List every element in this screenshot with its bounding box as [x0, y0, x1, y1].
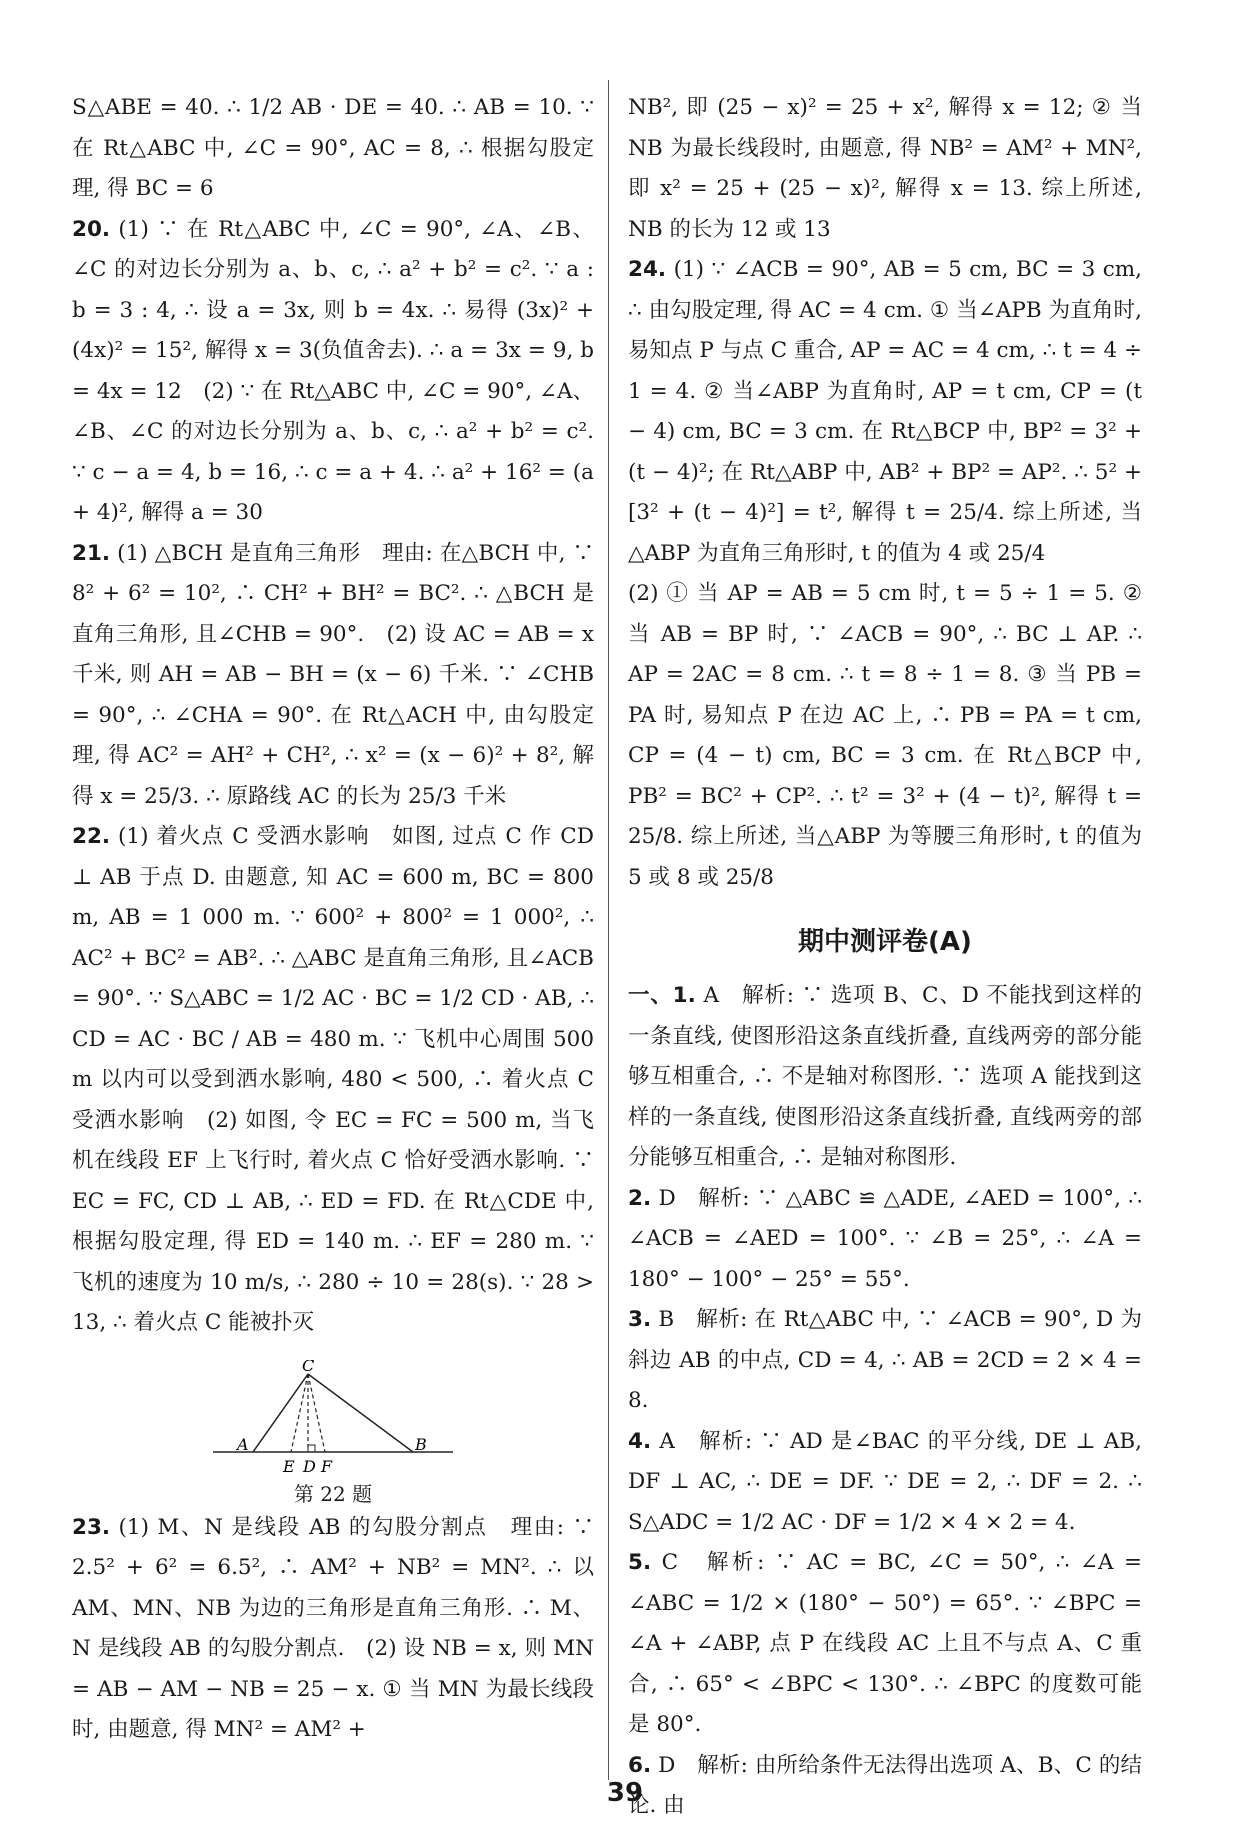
question-number: 5. [628, 1550, 652, 1575]
figure-caption: 第 22 题 [293, 1481, 373, 1506]
question-number: 21. [72, 540, 111, 566]
midterm-answer-6: 6. D 解析: 由所给条件无法得出选项 A、B、C 的结论. 由 [628, 1752, 1142, 1818]
answer-23-continuation: NB², 即 (25 − x)² = 25 + x², 解得 x = 12; ② 当 NB 为最长线段时, 由题意, 得 NB² = AM² + MN², 即 x² = 25 + (25 − x)², 解得 x = 13. 综上所述, NB 的长为 12 或 13 [628, 95, 1142, 242]
section-title: 期中测评卷(A) [798, 927, 972, 957]
question-number: 23. [72, 1514, 111, 1540]
question-number: 24. [628, 257, 667, 282]
midterm-answer-1: 一、1. A 解析: ∵ 选项 B、C、D 不能找到这样的一条直线, 使图形沿这条直线折叠, 直线两旁的部分能够互相重合, ∴ 不是轴对称图形. ∵ 选项 A 能找到这样的一条直线, 使图形沿这条直线折叠, 直线两旁的部分能够互相重合, ∴ 是轴对称图形. [628, 983, 1142, 1170]
answer-21: 21. (1) △BCH 是直角三角形 理由: 在△BCH 中, ∵ 8² + 6² = 10², ∴ CH² + BH² = BC². ∴ △BCH 是直角三角形, 且∠CHB = 90°. (2) 设 AC = AB = x 千米, 则 AH = AB − BH = (x − 6) 千米. ∵ ∠CHB = 90°, ∴ ∠CHA = 90°. 在 Rt△ACH 中, 由勾股定理, 得 AC² = AH² + CH², ∴ x² = (x − 6)² + 8², 解得 x = 25/3. ∴ 原路线 AC 的长为 25/3 千米 [72, 540, 594, 809]
triangle-diagram [203, 1360, 463, 1480]
answer-24-part1: 24. (1) ∵ ∠ACB = 90°, AB = 5 cm, BC = 3 cm, ∴ 由勾股定理, 得 AC = 4 cm. ① 当∠APB 为直角时, 易知点 P 与点 C 重合, AP = AC = 4 cm, ∴ t = 4 ÷ 1 = 4. ② 当∠ABP 为直角时, AP = t cm, CP = (t − 4) cm, BC = 3 cm. 在 Rt△BCP 中, BP² = 3² + (t − 4)²; 在 Rt△ABP 中, AB² + BP² = AP². ∴ 5² + [3² + (t − 4)²] = t², 解得 t = 25/4. 综上所述, 当△ABP 为直角三角形时, t 的值为 4 或 25/4 [628, 257, 1143, 566]
segment-cb [308, 1374, 413, 1452]
answer-22: 22. (1) 着火点 C 受洒水影响 如图, 过点 C 作 CD ⊥ AB 于点 D. 由题意, 知 AC = 600 m, BC = 800 m, AB = 1 000 m. ∵ 600² + 800² = 1 000², ∴ AC² + BC² = AB². ∴ △ABC 是直角三角形, 且∠ACB = 90°. ∵ S△ABC = 1/2 AC · BC = 1/2 CD · AB, ∴ CD = AC · BC / AB = 480 m. ∵ 飞机中心周围 500 m 以内可以受到洒水影响, 480 < 500, ∴ 着火点 C 受洒水影响 (2) 如图, 令 EC = FC = 500 m, 当飞机在线段 EF 上飞行时, 着火点 C 恰好受洒水影响. ∵ EC = FC, CD ⊥ AB, ∴ ED = FD. 在 Rt△CDE 中, 根据勾股定理, 得 ED = 140 m. ∴ EF = 280 m. ∵ 飞机的速度为 10 m/s, ∴ 280 ÷ 10 = 28(s). ∵ 28 > 13, ∴ 着火点 C 能被扑灭 [72, 824, 594, 1335]
midterm-answer-5: 5. C 解析: ∵ AC = BC, ∠C = 50°, ∴ ∠A = ∠ABC = 1/2 × (180° − 50°) = 65°. ∵ ∠BPC = ∠A + ∠ABP, 点 P 在线段 AC 上且不与点 A、C 重合, ∴ 65° < ∠BPC < 130°. ∴ ∠BPC 的度数可能是 80°. [628, 1550, 1142, 1737]
question-number: 3. [628, 1307, 652, 1332]
label-a: A [237, 1434, 249, 1454]
midterm-answer-4: 4. A 解析: ∵ AD 是∠BAC 的平分线, DE ⊥ AB, DF ⊥ AC, ∴ DE = DF. ∵ DE = 2, ∴ DF = 2. ∴ S△ADC = 1/2 AC · DF = 1/2 × 4 × 2 = 4. [628, 1428, 1142, 1535]
segment-cf [308, 1374, 325, 1452]
label-e: E [283, 1456, 295, 1476]
question-number: 22. [72, 824, 111, 849]
answer-20: 20. (1) ∵ 在 Rt△ABC 中, ∠C = 90°, ∠A、∠B、∠C 的对边长分别为 a、b、c, ∴ a² + b² = c². ∵ a : b = 3 : 4, ∴ 设 a = 3x, 则 b = 4x. ∴ 易得 (3x)² + (4x)² = 15², 解得 x = 3(负值舍去). ∴ a = 3x = 9, b = 4x = 12 (2) ∵ 在 Rt△ABC 中, ∠C = 90°, ∠A、∠B、∠C 的对边长分别为 a、b、c, ∴ a² + b² = c². ∵ c − a = 4, b = 16, ∴ c = a + 4. ∴ a² + 16² = (a + 4)², 解得 a = 30 [72, 216, 594, 525]
question-number: 4. [628, 1428, 652, 1454]
answer-23: 23. (1) M、N 是线段 AB 的勾股分割点 理由: ∵ 2.5² + 6² = 6.5², ∴ AM² + NB² = MN². ∴ 以 AM、MN、NB 为边的三角形是直角三角形. ∴ M、N 是线段 AB 的勾股分割点. (2) 设 NB = x, 则 MN = AB − AM − NB = 25 − x. ① 当 MN 为最长线段时, 由题意, 得 MN² = AM² + [72, 1514, 594, 1742]
label-f: F [321, 1456, 333, 1476]
page-number: 39 [606, 1778, 644, 1808]
answer-continuation: S△ABE = 40. ∴ 1/2 AB · DE = 40. ∴ AB = 10. ∵ 在 Rt△ABC 中, ∠C = 90°, AC = 8, ∴ 根据勾股定理, 得 BC = 6 [72, 95, 594, 201]
right-column [628, 88, 1142, 1827]
question-number: 一、1. [628, 983, 696, 1008]
label-b: B [415, 1434, 427, 1454]
midterm-answer-3: 3. B 解析: 在 Rt△ABC 中, ∵ ∠ACB = 90°, D 为斜边 AB 的中点, CD = 4, ∴ AB = 2CD = 2 × 4 = 8. [628, 1307, 1142, 1413]
left-column [72, 88, 594, 1751]
right-angle-mark [308, 1445, 315, 1452]
column-divider [608, 80, 609, 1780]
segment-ac [253, 1374, 308, 1452]
label-c: C [302, 1359, 315, 1375]
question-number: 6. [628, 1752, 652, 1778]
question-number: 20. [72, 216, 111, 242]
question-number: 2. [628, 1185, 652, 1211]
midterm-answer-2: 2. D 解析: ∵ △ABC ≌ △ADE, ∠AED = 100°, ∴ ∠ACB = ∠AED = 100°. ∵ ∠B = 25°, ∴ ∠A = 180° − 100° − 25° = 55°. [628, 1185, 1142, 1292]
label-d: D [303, 1456, 316, 1476]
figure-22 [72, 1360, 594, 1508]
answer-24-part2: (2) ① 当 AP = AB = 5 cm 时, t = 5 ÷ 1 = 5. ② 当 AB = BP 时, ∵ ∠ACB = 90°, ∴ BC ⊥ AP. ∴ AP = 2AC = 8 cm. ∴ t = 8 ÷ 1 = 8. ③ 当 PB = PA 时, 易知点 P 在边 AC 上, ∴ PB = PA = t cm, CP = (4 − t) cm, BC = 3 cm. 在 Rt△BCP 中, PB² = BC² + CP². ∴ t² = 3² + (4 − t)², 解得 t = 25/8. 综上所述, 当△ABP 为等腰三角形时, t 的值为 5 或 8 或 25/8 [628, 581, 1142, 890]
